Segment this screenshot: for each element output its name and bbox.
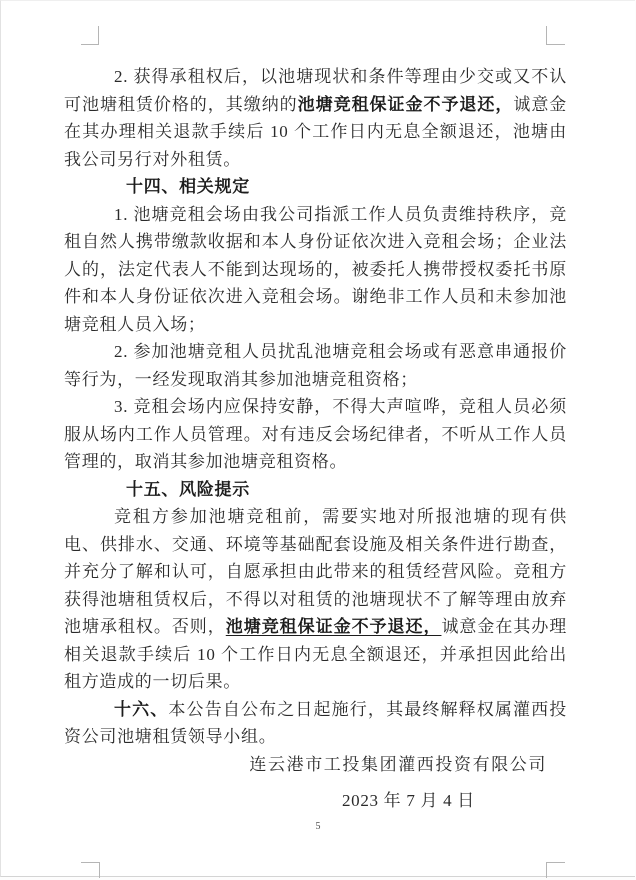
paragraph-risk-notice — [64, 503, 567, 696]
crop-mark-bottom-right — [546, 862, 565, 878]
paragraph-rule-3: 3. 竞租会场内应保持安静，不得大声喧哗，竞租人员必须服从场内工作人员管理。对有违反会场纪律者，不听从工作人员管理的，取消其参加池塘竞租资格。 — [64, 397, 567, 471]
crop-mark-bottom-left — [81, 862, 100, 878]
page-number: 5 — [315, 821, 321, 832]
text-run-bold-underline-deposit-not-refunded: 池塘竞租保证金不予退还， — [225, 617, 442, 636]
heading-section-15: 十五、风险提示 — [126, 479, 250, 499]
text-run: 竞租方参加池塘竞租前，需要实地对所报池塘的现有供电、供排水、交通、环境等基础配套设施及相关条件进行勘查，并充分了解和认可，自愿承担由此带来的租赁经营风险。竞租方获得池塘租赁权后，不得以对租赁的池塘现状不了解等理由放弃池塘承租权。否则， — [64, 507, 567, 636]
paragraph-rule-1: 1. 池塘竞租会场由我公司指派工作人员负责维持秩序，竞租自然人携带缴款收据和本人身份证依次进入竞租会场；企业法人的，法定代表人不能到达现场的，被委托人携带授权委托书原件和本人身份证依次进入竞租会场。谢绝非工作人员和未参加池塘竞租人员入场； — [64, 204, 567, 334]
text-run: 诚意金在其办理相关退款手续后 10 个工作日内无息全额退还，并承担因此给出租方造成的一切后果。 — [64, 617, 567, 691]
paragraph-rule-2: 2. 参加池塘竞租人员扰乱池塘竞租会场或有恶意串通报价等行为，一经发现取消其参加池塘竞租资格； — [64, 342, 567, 389]
text-run: 诚意金在其办理相关退款手续后 10 个工作日内无息全额退还，池塘由我公司另行对外租赁。 — [64, 94, 567, 169]
text-run-bold-deposit-not-refunded: 池塘竞租保证金不予退还， — [297, 94, 514, 114]
crop-mark-top-left — [81, 26, 99, 45]
paragraph-section-16 — [64, 696, 567, 751]
heading-section-14: 十四、相关规定 — [126, 177, 250, 196]
text-run: 本公告自公布之日起施行，其最终解释权属灌西投资公司池塘租赁领导小组。 — [64, 699, 567, 746]
paragraph-deposit-forfeit — [64, 63, 567, 173]
issue-date: 2023 年 7 月 4 日 — [341, 791, 475, 810]
document-body — [64, 63, 567, 815]
text-run: 2. 获得承租权后，以池塘现状和条件等理由少交或又不认可池塘租赁价格的，其缴纳的 — [64, 67, 567, 114]
text-run-bold-section-16-label: 十六、 — [114, 699, 169, 719]
crop-mark-top-right — [546, 26, 565, 45]
issuer-signature: 连云港市工投集团灌西投资有限公司 — [249, 754, 547, 774]
